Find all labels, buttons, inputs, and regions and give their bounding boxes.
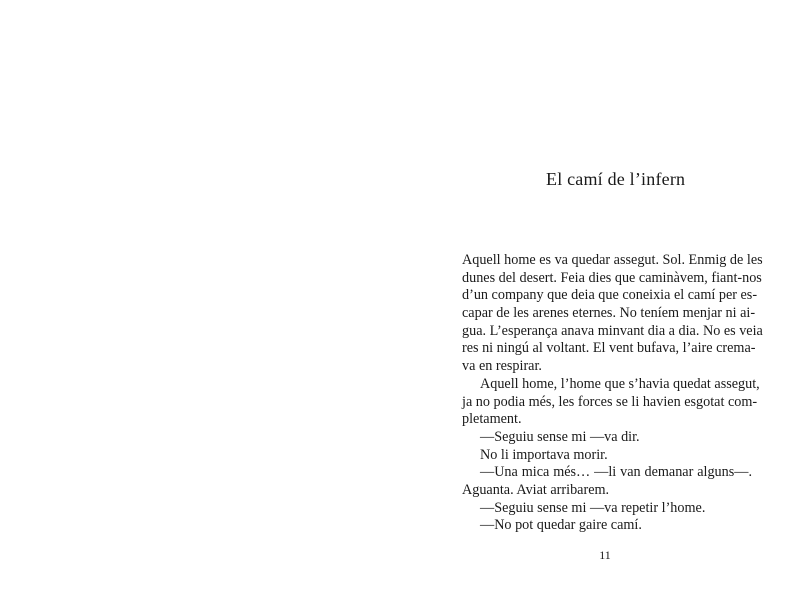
text-line: —No pot quedar gaire camí. [480, 517, 642, 534]
text-line: Aquell home es va quedar assegut. Sol. Enmig de les [462, 252, 763, 268]
text-line: dunes del desert. Feia dies que caminàvem, fiant-nos [462, 269, 762, 286]
text-line: pletament. [462, 411, 522, 428]
text-line: va en respirar. [462, 358, 542, 375]
text-line: Aquell home, l’home que s’havia quedat assegut, [480, 375, 760, 392]
text-line: d’un company que deia que coneixia el camí per es- [462, 287, 758, 304]
body-text [462, 252, 763, 535]
text-line: ja no podia més, les forces se li havien esgotat com- [462, 393, 758, 410]
chapter-title: El camí de l’infern [546, 169, 686, 189]
text-line: —Seguiu sense mi —va repetir l’home. [480, 499, 706, 516]
text-line: No li importava morir. [480, 446, 608, 463]
text-line: Aguanta. Aviat arribarem. [462, 481, 610, 498]
text-line: —Una mica més… —li van demanar alguns—. [480, 464, 752, 481]
text-line: —Seguiu sense mi —va dir. [480, 428, 640, 445]
text-line: gua. L’esperança anava minvant dia a dia. No es veia [462, 322, 763, 339]
text-line: capar de les arenes eternes. No teníem menjar ni ai- [462, 305, 756, 322]
right-page [400, 0, 800, 614]
text-line: res ni ningú al voltant. El vent bufava, l’aire crema- [462, 340, 756, 357]
page-number: 11 [599, 548, 611, 562]
